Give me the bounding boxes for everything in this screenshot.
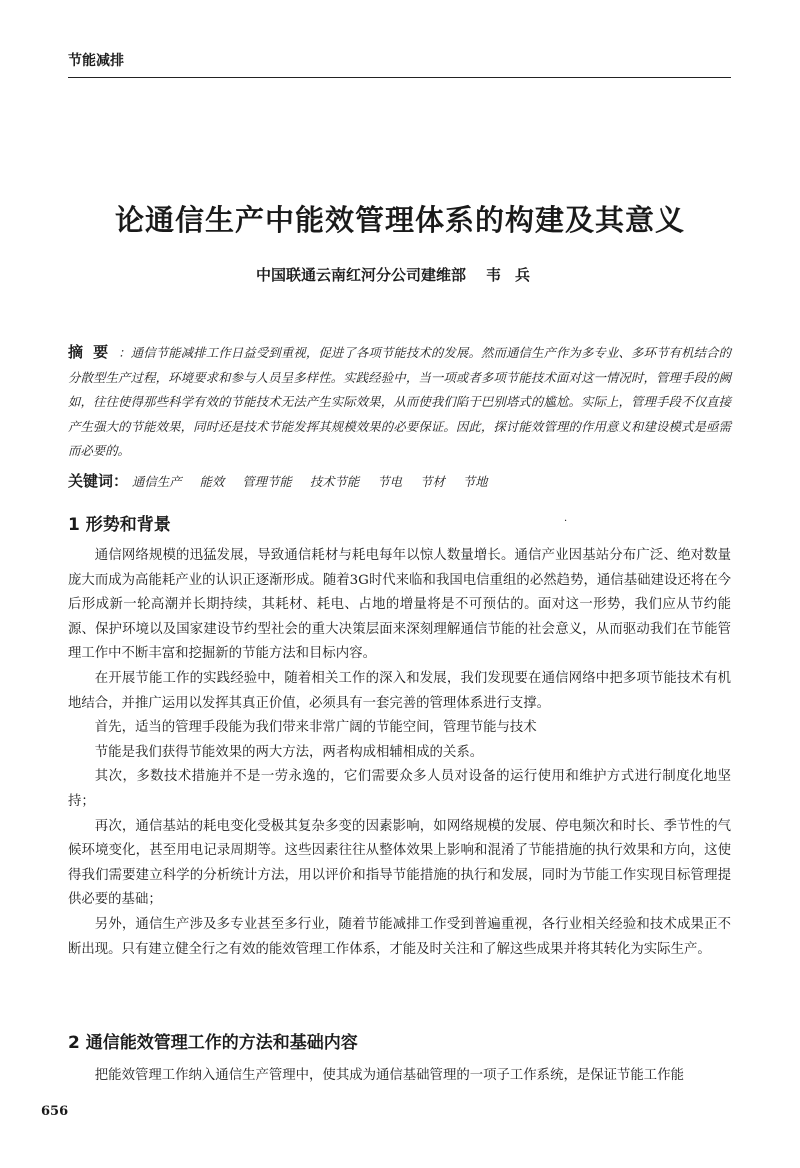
abstract [68,340,731,464]
paragraph: 节能是我们获得节能效果的两大方法，两者构成相辅相成的关系。 [94,744,484,760]
keyword: 通信生产 [131,474,182,489]
paragraph: 其次，多数技术措施并不是一劳永逸的，它们需要众多人员对设备的运行使用和维护方式进行制度化地坚持； [68,769,731,809]
paragraph: 再次，通信基站的耗电变化受极其复杂多变的因素影响，如网络规模的发展、停电频次和时长、季节性的气候环境变化，甚至用电记录周期等。这些因素往往从整体效果上影响和混淆了节能措施的执行效果和方向，这使得我们需要建立科学的分析统计方法，用以评价和指导节能措施的执行和发展，同时为节能工作实现目标管理提供必要的基础； [68,818,731,908]
header-divider [68,77,731,78]
keyword: 管理节能 [242,474,292,489]
paragraph: 在开展节能工作的实践经验中，随着相关工作的深入和发展，我们发现要在通信网络中把多项节能技术有机地结合，并推广运用以发挥其真正价值，必须具有一套完善的管理体系进行支撑。 [68,670,731,711]
section-heading-1: 1 形势和背景 [68,515,171,535]
author-affiliation: 中国联通云南红河分公司建维部 [255,266,466,284]
keyword: 技术节能 [309,474,360,489]
running-header: 节能减排 [68,53,124,69]
paragraph: 另外，通信生产涉及多专业甚至多行业，随着节能减排工作受到普遍重视，各行业相关经验和技术成果正不断出现。只有建立健全行之有效的能效管理工作体系，才能及时关注和了解这些成果并将其转化为实际生产。 [68,916,731,957]
article-title: 论通信生产中能效管理体系的构建及其意义 [114,203,685,237]
paragraph: 首先，适当的管理手段能为我们带来非常广阔的节能空间，管理节能与技术 [94,720,537,736]
abstract-label: 摘要 [68,343,119,361]
abstract-text: ：通信节能减排工作日益受到重视，促进了各项节能技术的发展。然而通信生产作为多专业、多环节有机结合的分散型生产过程，环境要求和参与人员呈多样性。实践经验中，当一项或者多项节能技术面对这一情况时，管理手段的阙如，往往使得那些科学有效的节能技术无法产生实际效果，从而使我们陷于巴别塔式的尴尬。实际上，管理手段不仅直接产生强大的节能效果，同时还是技术节能发挥其规模效果的必要保证。因此，探讨能效管理的作用意义和建设模式是亟需而必要的。 [68,345,731,458]
paragraph: 通信网络规模的迅猛发展，导致通信耗材与耗电每年以惊人数量增长。通信产业因基站分布广泛、绝对数量庞大而成为高能耗产业的认识正逐渐形成。随着3G时代来临和我国电信重组的必然趋势，通信基础建设还将在今后形成新一轮高潮并长期持续，其耗材、耗电、占地的增量将是不可预估的。面对这一形势，我们应从节约能源、保护环境以及国家建设节约型社会的重大决策层面来深刻理解通信节能的社会意义，从而驱动我们在节能管理工作中不断丰富和挖掘新的节能方法和目标内容。 [68,548,731,662]
page-number: 656 [41,1104,69,1119]
keyword: 节地 [462,474,488,489]
keywords-label: 关键词： [68,472,129,490]
paragraph: 把能效管理工作纳入通信生产管理中，使其成为通信基础管理的一项子工作系统，是保证节能工作能 [94,1068,684,1083]
keywords [68,470,731,493]
keyword: 能效 [199,474,225,489]
author-name: 韦兵 [486,266,545,284]
section-heading-2: 2 通信能效管理工作的方法和基础内容 [68,1033,358,1053]
stray-dot: · [564,516,568,527]
author-line [0,264,800,285]
keyword: 节材 [419,474,445,489]
keyword: 节电 [377,474,403,489]
section-1-body [68,544,731,962]
section-2-body [68,1064,731,1089]
